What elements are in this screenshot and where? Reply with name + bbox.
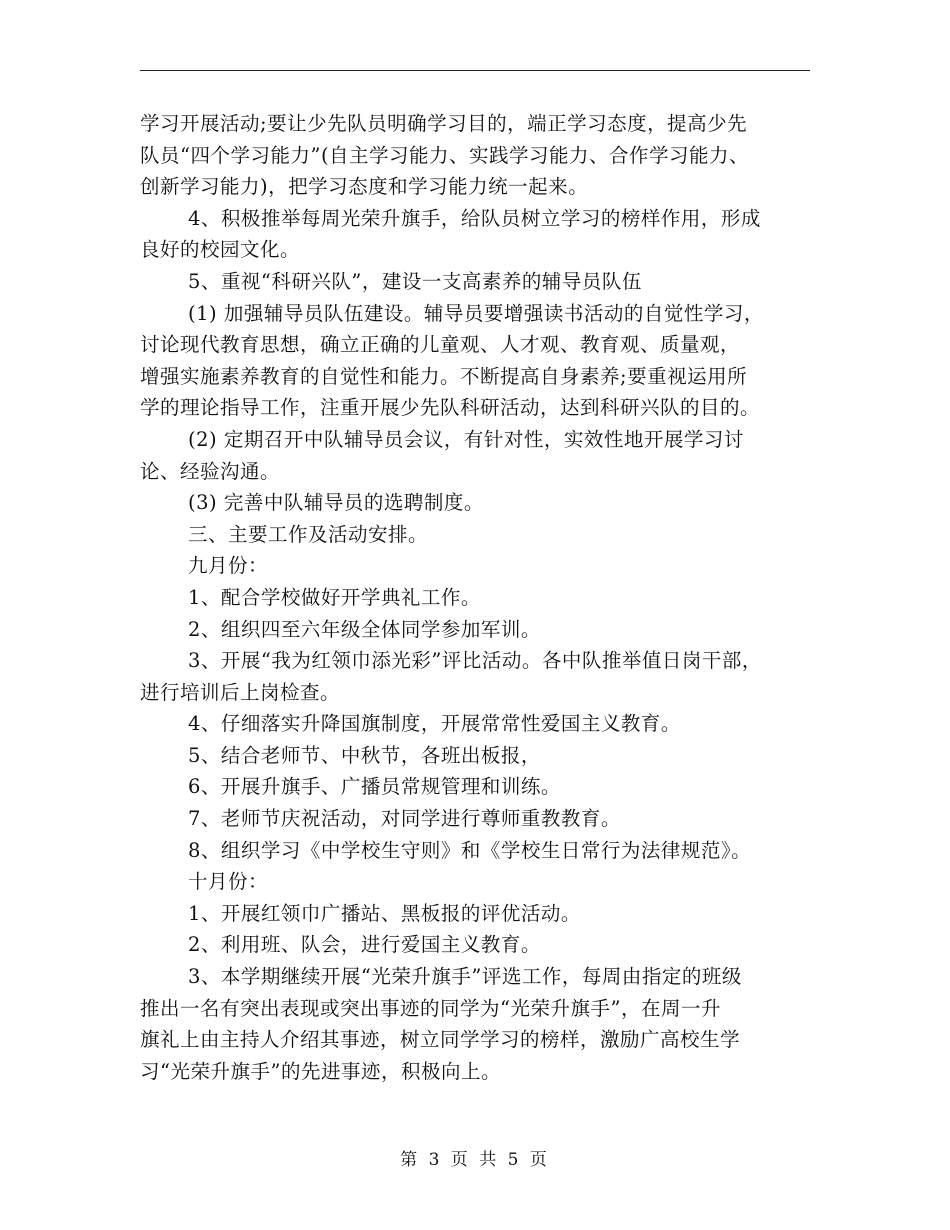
text-line: 2、利用班、队会，进行爱国主义教育。: [188, 933, 541, 957]
text-line: 讨论现代教育思想，确立正确的儿童观、人才观、教育观、质量观，: [140, 333, 741, 357]
text-line: 增强实施素养教育的自觉性和能力。不断提高自身素养;要重视运用所: [140, 364, 748, 388]
text-line: 3、开展“我为红领巾添光彩”评比活动。各中队推举值日岗干部，: [188, 649, 762, 673]
text-line: 1、开展红领巾广播站、黑板报的评优活动。: [188, 901, 581, 925]
text-line: 1、配合学校做好开学典礼工作。: [188, 585, 481, 609]
text-line: 7、老师节庆祝活动，对同学进行尊师重教教育。: [188, 807, 621, 831]
text-line: 队员“四个学习能力”(自主学习能力、实践学习能力、合作学习能力、: [140, 143, 750, 167]
text-line: 6、开展升旗手、广播员常规管理和训练。: [188, 775, 561, 799]
text-line: 4、仔细落实升降国旗制度，开展常常性爱国主义教育。: [188, 712, 681, 736]
text-line: 论、经验沟通。: [140, 459, 281, 483]
page-number-footer: 第 3 页 共 5 页: [400, 1150, 550, 1170]
document-body: [140, 108, 820, 1087]
text-line: 8、组织学习《中学校生守则》和《学校生日常行为法律规范》。: [188, 838, 752, 862]
text-line: 学习开展活动;要让少先队员明确学习目的，端正学习态度，提高少先: [140, 112, 748, 135]
text-line: 3、本学期继续开展“光荣升旗手”评选工作，每周由指定的班级: [188, 965, 742, 989]
text-line: 学的理论指导工作，注重开展少先队科研活动，达到科研兴队的目的。: [140, 396, 761, 420]
text-line: 习“光荣升旗手”的先进事迹，积极向上。: [140, 1059, 501, 1083]
text-line: (2) 定期召开中队辅导员会议，有针对性，实效性地开展学习讨: [188, 427, 744, 451]
text-line: 进行培训后上岗检查。: [140, 680, 341, 704]
text-line: 5、结合老师节、中秋节，各班出板报，: [188, 743, 541, 767]
text-line: 良好的校园文化。: [140, 238, 301, 262]
text-line: 旗礼上由主持人介绍其事迹，树立同学学习的榜样，激励广高校生学: [140, 1028, 741, 1052]
header-rule: [140, 70, 810, 71]
text-line: 十月份：: [188, 870, 269, 894]
text-line: 2、组织四至六年级全体同学参加军训。: [188, 617, 541, 641]
text-line: 三、主要工作及活动安排。: [188, 522, 429, 546]
text-line: (3) 完善中队辅导员的选聘制度。: [188, 491, 484, 515]
text-line: 创新学习能力)，把学习态度和学习能力统一起来。: [140, 175, 589, 199]
text-line: (1) 加强辅导员队伍建设。辅导员要增强读书活动的自觉性学习，: [188, 301, 764, 325]
text-line: 九月份：: [188, 554, 269, 578]
text-line: 5、重视“科研兴队”，建设一支高素养的辅导员队伍: [188, 269, 642, 293]
text-line: 4、积极推举每周光荣升旗手，给队员树立学习的榜样作用，形成: [188, 206, 761, 230]
text-line: 推出一名有突出表现或突出事迹的同学为“光荣升旗手”，在周一升: [140, 996, 721, 1020]
